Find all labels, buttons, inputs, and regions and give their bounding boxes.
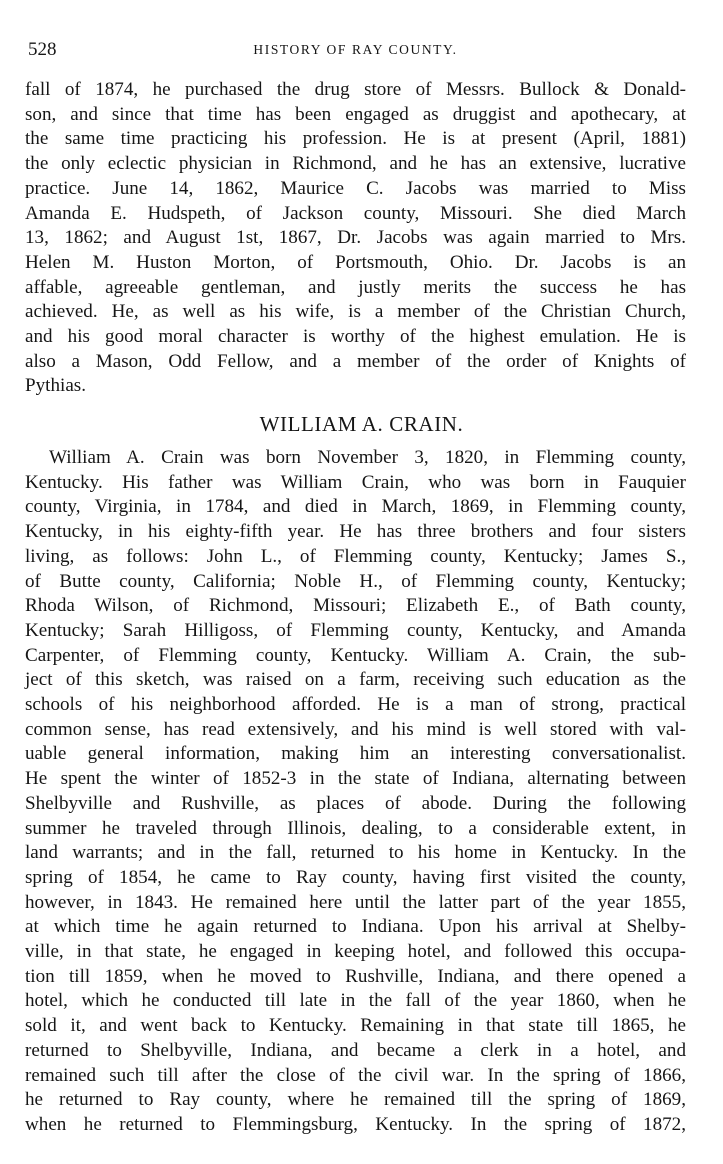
text-line: of Butte county, California; Noble H., of Flemming county, Kentucky; bbox=[25, 570, 686, 592]
text-line: also a Mason, Odd Fellow, and a member of the order of Knights of bbox=[25, 350, 686, 372]
text-line: tion till 1859, when he moved to Rushville, Indiana, and there opened a bbox=[25, 965, 686, 987]
text-line: William A. Crain was born November 3, 1820, in Flemming county, bbox=[49, 447, 686, 468]
text-line: Amanda E. Hudspeth, of Jackson county, Missouri. She died March bbox=[25, 202, 686, 224]
text-line: returned to Shelbyville, Indiana, and became a clerk in a hotel, and bbox=[25, 1039, 686, 1061]
text-line: practice. June 14, 1862, Maurice C. Jacobs was married to Miss bbox=[25, 177, 686, 199]
text-line: Pythias. bbox=[25, 375, 87, 397]
text-line: uable general information, making him an interesting conversationalist. bbox=[25, 743, 686, 765]
text-line: Shelbyville and Rushville, as places of abode. During the following bbox=[25, 792, 686, 814]
text-line: Rhoda Wilson, of Richmond, Missouri; Elizabeth E., of Bath county, bbox=[25, 595, 686, 617]
text-line: when he returned to Flemmingsburg, Kentucky. In the spring of 1872, bbox=[25, 1113, 686, 1135]
paragraph-william-crain bbox=[25, 446, 686, 1138]
text-line: Kentucky; Sarah Hilligoss, of Flemming county, Kentucky, and Amanda bbox=[25, 619, 686, 641]
text-line: 13, 1862; and August 1st, 1867, Dr. Jacobs was again married to Mrs. bbox=[25, 227, 686, 249]
text-line: county, Virginia, in 1784, and died in March, 1869, in Flemming county, bbox=[25, 496, 686, 518]
text-line: and his good moral character is worthy of the highest emulation. He is bbox=[25, 326, 686, 348]
text-line: living, as follows: John L., of Flemming county, Kentucky; James S., bbox=[25, 545, 686, 567]
text-line: ject of this sketch, was raised on a farm, receiving such education as the bbox=[25, 669, 686, 691]
text-line: the same time practicing his profession. He is at present (April, 1881) bbox=[25, 128, 686, 150]
text-line: son, and since that time has been engaged as druggist and apothecary, at bbox=[25, 103, 686, 125]
text-line: common sense, has read extensively, and his mind is well stored with val- bbox=[25, 718, 686, 740]
text-line: schools of his neighborhood afforded. He is a man of strong, practical bbox=[25, 694, 686, 716]
text-line: summer he traveled through Illinois, dealing, to a considerable extent, in bbox=[25, 817, 686, 839]
paragraph-jacobs-continued bbox=[25, 78, 686, 399]
page-number: 528 bbox=[28, 39, 57, 60]
text-line: remained such till after the close of the civil war. In the spring of 1866, bbox=[25, 1064, 686, 1086]
text-line: he returned to Ray county, where he remained till the spring of 1869, bbox=[25, 1089, 686, 1111]
text-line: Kentucky, in his eighty-fifth year. He has three brothers and four sisters bbox=[25, 521, 686, 543]
running-head: HISTORY OF RAY COUNTY. bbox=[253, 42, 458, 57]
text-line: hotel, which he conducted till late in the fall of the year 1860, when he bbox=[25, 990, 686, 1012]
text-line: affable, agreeable gentleman, and justly merits the success he has bbox=[25, 276, 686, 298]
text-line: at which time he again returned to Indiana. Upon his arrival at Shelby- bbox=[25, 916, 686, 938]
text-line: achieved. He, as well as his wife, is a member of the Christian Church, bbox=[25, 301, 686, 323]
section-heading: WILLIAM A. CRAIN. bbox=[259, 412, 464, 436]
text-line: Helen M. Huston Morton, of Portsmouth, Ohio. Dr. Jacobs is an bbox=[25, 251, 686, 273]
page-header bbox=[28, 39, 683, 63]
text-line: Kentucky. His father was William Crain, who was born in Fauquier bbox=[25, 471, 686, 493]
text-line: land warrants; and in the fall, returned to his home in Kentucky. In the bbox=[25, 842, 686, 864]
text-line: sold it, and went back to Kentucky. Remaining in that state till 1865, he bbox=[25, 1015, 686, 1037]
text-line: He spent the winter of 1852-3 in the state of Indiana, alternating between bbox=[25, 768, 686, 790]
text-line: fall of 1874, he purchased the drug store of Messrs. Bullock & Donald- bbox=[25, 79, 686, 100]
text-line: however, in 1843. He remained here until the latter part of the year 1855, bbox=[25, 891, 686, 913]
text-line: spring of 1854, he came to Ray county, having first visited the county, bbox=[25, 866, 686, 888]
text-line: Carpenter, of Flemming county, Kentucky. William A. Crain, the sub- bbox=[25, 644, 686, 666]
text-line: the only eclectic physician in Richmond, and he has an extensive, lucrative bbox=[25, 153, 686, 175]
text-line: ville, in that state, he engaged in keeping hotel, and followed this occupa- bbox=[25, 941, 686, 963]
